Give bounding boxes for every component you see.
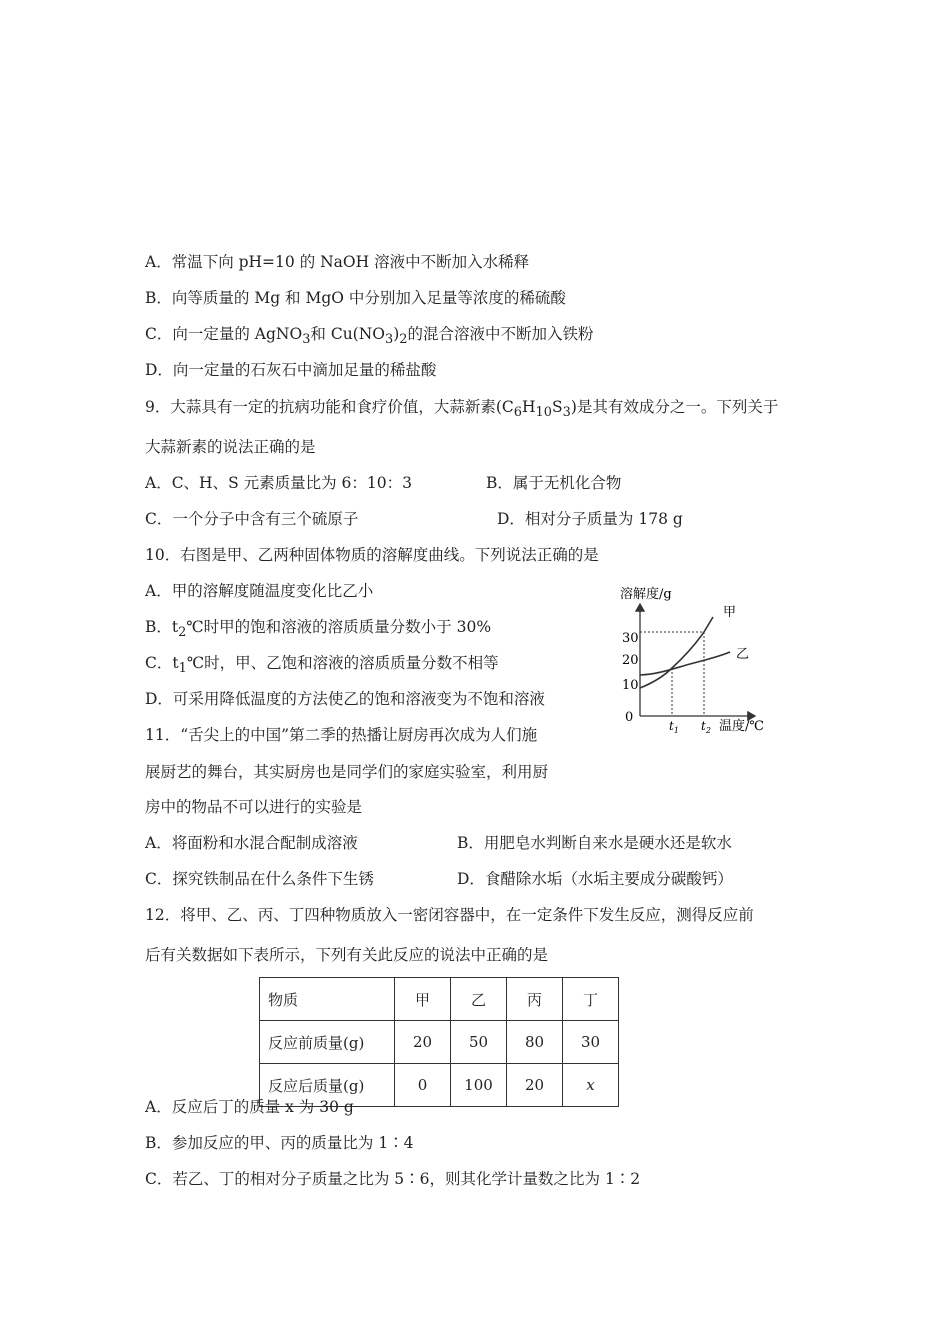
q9-option-d: D．相对分子质量为 178 g [497, 510, 683, 528]
table-cell: 20 [507, 1064, 563, 1107]
q9-sub-h: 10 [535, 405, 552, 421]
q10-option-d: D．可采用降低温度的方法使乙的饱和溶液变为不饱和溶液 [145, 690, 545, 708]
series-label-yi: 乙 [736, 647, 750, 662]
q11-option-b: B．用肥皂水判断自来水是硬水还是软水 [457, 834, 732, 852]
ytick-20: 20 [622, 653, 639, 668]
q11-option-a: A．将面粉和水混合配制成溶液 [145, 834, 358, 852]
q8-c-sub1: 3 [302, 332, 311, 348]
q10-b-sub: 2 [178, 625, 187, 641]
q9-stem-pre: 9．大蒜具有一定的抗病功能和食疗价值，大蒜新素(C [145, 398, 514, 416]
q12-stem-line2: 后有关数据如下表所示，下列有关此反应的说法中正确的是 [145, 946, 549, 964]
xtick-t1-sub: 1 [673, 726, 679, 735]
ytick-0: 0 [625, 710, 634, 725]
table-row-header [260, 978, 619, 1021]
q10-c-sub: 1 [178, 661, 187, 677]
q11-option-c: C．探究铁制品在什么条件下生锈 [145, 870, 374, 888]
q12-stem-line1: 12．将甲、乙、丙、丁四种物质放入一密闭容器中，在一定条件下发生反应，测得反应前 [145, 906, 754, 924]
table-row [260, 1021, 619, 1064]
q8-option-b: B．向等质量的 Mg 和 MgO 中分别加入足量等浓度的稀硫酸 [145, 289, 566, 307]
table-cell: 乙 [451, 978, 507, 1021]
curve-jia [640, 617, 713, 688]
xtick-t2-sub: 2 [705, 726, 711, 735]
table-cell: 30 [563, 1021, 619, 1064]
solubility-chart [615, 580, 785, 740]
q9-option-c: C．一个分子中含有三个硫原子 [145, 510, 359, 528]
q9-option-a: A．C、H、S 元素质量比为 6：10：3 [145, 474, 412, 492]
xtick-t1-main: t [669, 719, 674, 733]
q8-option-a: A．常温下向 pH=10 的 NaOH 溶液中不断加入水稀释 [145, 253, 530, 271]
q10-stem: 10．右图是甲、乙两种固体物质的溶解度曲线。下列说法正确的是 [145, 546, 599, 564]
q11-option-d: D．食醋除水垢（水垢主要成分碳酸钙） [457, 870, 733, 888]
q8-c-pre: C．向一定量的 AgNO [145, 325, 303, 343]
q8-option-d: D．向一定量的石灰石中滴加足量的稀盐酸 [145, 361, 437, 379]
q12-option-b: B．参加反应的甲、丙的质量比为 1∶4 [145, 1134, 414, 1152]
table-cell: 丙 [507, 978, 563, 1021]
q9-sub-s: 3 [562, 405, 571, 421]
table-cell: 甲 [395, 978, 451, 1021]
table-cell: 50 [451, 1021, 507, 1064]
chart-xlabel: 温度/℃ [719, 719, 764, 734]
q10-b-pre: B．t [145, 618, 179, 636]
table-cell: 100 [451, 1064, 507, 1107]
table-cell: 80 [507, 1021, 563, 1064]
q9-h: H [522, 398, 536, 416]
q8-c-sub3: 2 [399, 332, 408, 348]
q10-option-a: A．甲的溶解度随温度变化比乙小 [145, 582, 374, 600]
q10-c-pre: C．t [145, 654, 179, 672]
q11-stem-line1: 11．“舌尖上的中国”第二季的热播让厨房再次成为人们施 [145, 726, 538, 744]
q8-c-post: 的混合溶液中不断加入铁粉 [407, 325, 594, 343]
q9-s: S [551, 398, 563, 416]
q8-c-mid2: ) [393, 325, 400, 343]
q8-c-sub2: 3 [385, 332, 394, 348]
table-cell: 丁 [563, 978, 619, 1021]
ytick-30: 30 [622, 631, 639, 646]
q8-option-c [145, 324, 594, 350]
xtick-t2 [701, 719, 711, 735]
ytick-10: 10 [622, 678, 639, 693]
q9-sub-c: 6 [513, 405, 522, 421]
xtick-t2-main: t [701, 719, 706, 733]
q11-stem-line3: 房中的物品不可以进行的实验是 [145, 798, 363, 816]
q10-c-post: ℃时，甲、乙饱和溶液的溶质质量分数不相等 [186, 654, 499, 672]
q10-b-post: ℃时甲的饱和溶液的溶质质量分数小于 30% [186, 618, 492, 636]
chart-ylabel: 溶解度/g [620, 587, 672, 602]
table-cell: 0 [395, 1064, 451, 1107]
q12-data-table [259, 977, 619, 1107]
q12-option-c: C．若乙、丁的相对分子质量之比为 5∶6，则其化学计量数之比为 1∶2 [145, 1170, 641, 1188]
q12-option-a: A．反应后丁的质量 x 为 30 g [145, 1098, 354, 1116]
q11-stem-line2: 展厨艺的舞台，其实厨房也是同学们的家庭实验室，利用厨 [145, 763, 549, 781]
table-cell: x [563, 1064, 619, 1107]
series-label-jia: 甲 [723, 605, 737, 620]
q9-stem-line2: 大蒜新素的说法正确的是 [145, 438, 316, 456]
table-cell: 反应前质量(g) [260, 1021, 395, 1064]
q10-option-c [145, 653, 499, 679]
table-cell: 20 [395, 1021, 451, 1064]
table-cell: 物质 [260, 978, 395, 1021]
q9-stem [145, 397, 778, 423]
q10-option-b [145, 617, 491, 643]
q8-c-mid: 和 Cu(NO [310, 325, 385, 343]
table-cell: 反应后质量(g) [260, 1064, 395, 1107]
q9-stem-post: )是其有效成分之一。下列关于 [570, 398, 779, 416]
xtick-t1 [669, 719, 679, 735]
q9-option-b: B．属于无机化合物 [486, 474, 622, 492]
